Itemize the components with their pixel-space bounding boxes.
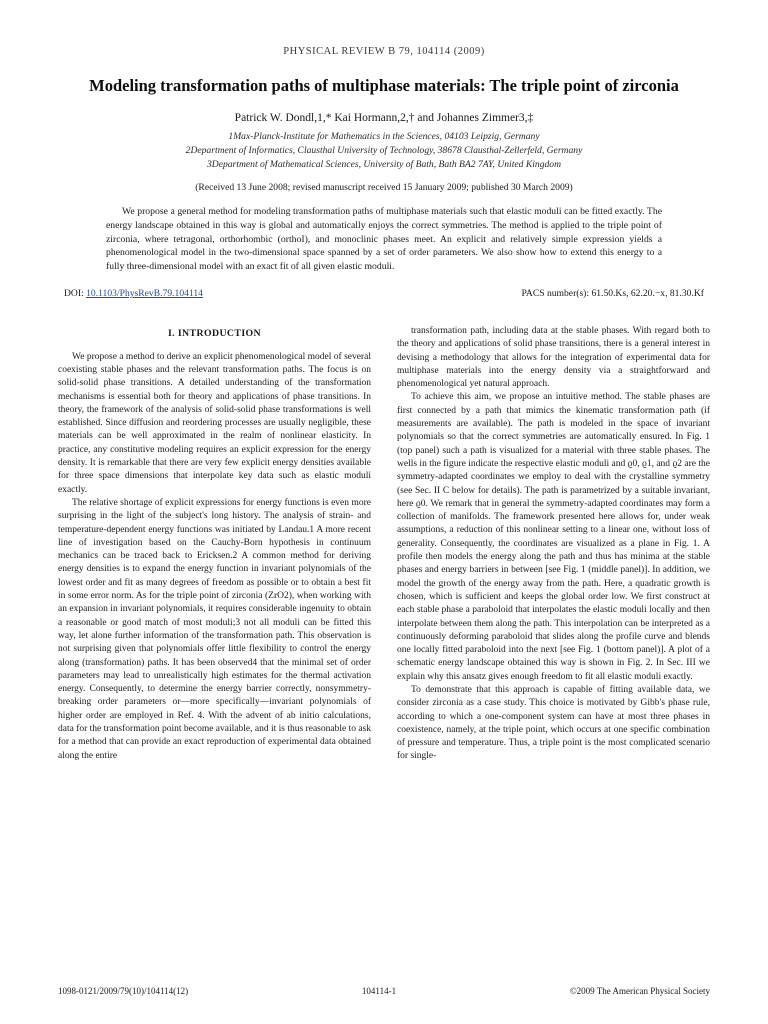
right-column	[397, 325, 710, 764]
pacs-numbers: PACS number(s): 61.50.Ks, 62.20.−x, 81.30.Kf	[521, 287, 704, 299]
paragraph: transformation path, including data at the stable phases. With regard both to the theory and applications of solid phase transitions, there is a general interest in devising a methodology that allows for the integration of experimental data for multiphase materials into the energy density via a straightforward and phenomenological yet natural approach.	[397, 325, 710, 390]
page-footer	[58, 986, 710, 996]
paper-content	[58, 46, 710, 764]
affiliation-2: 2Department of Informatics, Clausthal University of Technology, 38678 Clausthal-Zellerfeld, Germany	[185, 145, 583, 157]
body-columns	[58, 325, 710, 764]
left-column	[58, 325, 371, 764]
paragraph: We propose a method to derive an explicit phenomenological model of several coexisting stable phases and the relevant transformation paths. The focus is on solid-solid phase transitions. A detailed understanding of the transformation mechanisms is essential both for theory and applications of phase transitions. In theory, the framework of the analysis of solid-solid phase transformations is well established. Since diffusion and reordering processes are usually negligible, these materials can be well approximated in the realm of nonlinear elasticity. In practice, any constitutive modeling requires an explicit expression for the energy density. It is remarkable that there are very few explicit energy densities available for three space dimensions that interpolate key data such as elastic moduli exactly.	[58, 351, 371, 495]
journal-header: PHYSICAL REVIEW B 79, 104114 (2009)	[283, 46, 485, 57]
paragraph: To achieve this aim, we propose an intuitive method. The stable phases are first connected by a path that mimics the kinematic transformation path (if measurements are available). The path is modeled in the space of invariant polynomials so that the correct symmetries are automatically ensured. In Fig. 1 (top panel) such a path is visualized for a material with three stable phases. The wells in the figure indicate the respective elastic moduli and ϱ0, ϱ1, and ϱ2 are the symmetry-adapted coordinates we employ to deal with the crystalline symmetry (see Sec. II C below for details). The path is parametrized by a suitable invariant, here ϱ0. We remark that in general the symmetry-adapted coordinates may form a collection of manifolds. The framework presented here allows for, under weak assumptions, a reduction of this nonlinear setting to a linear one, without loss of generality. Consequently, the coordinates are visualized as a plane in Fig. 1. A profile then models the energy along the path and thus has minima at the stable phases and energy barriers in between [see Fig. 1 (middle panel)]. In addition, we model the growth of the energy away from the path. Here, a quadratic growth is chosen, which is sufficient and keeps the global order low. We first construct at each stable phase a paraboloid that interpolates the elastic moduli locally and then interpolate between them along the path. This interpolation can be interpreted as a continuously deforming paraboloid that slides along the profile curve and blends one locally fitted paraboloid into the next [see Fig. 1 (bottom panel)]. A plot of a schematic energy landscape obtained this way is shown in Fig. 2. In Sec. III we explain why this ansatz gives enough freedom to fit all elastic moduli exactly.	[397, 392, 710, 682]
paragraph: The relative shortage of explicit expressions for energy functions is even more surprising in the light of the subject's long history. The analysis of strain- and temperature-dependent energy functions was initiated by Landau.1 A more recent line of investigation based on the Cauchy-Born hypothesis in continuum mechanics can be traced back to Ericksen.2 A common method for deriving energy densities is to expand the energy function in invariant polynomials of the lowest order and fit as many degrees of freedom as possible or to obtain a best fit in some error norm. As for the triple point of zirconia (ZrO2), when working with an expansion in invariant polynomials, it requires considerable ingenuity to obtain a reasonable or good match of most moduli;3 not all moduli can be fitted this way, let alone further information of the transformation path. This observation is not surprising given that polynomials offer little flexibility to control the energy along (transformation) paths. It has been observed4 that the minimal set of order parameters may lead to unrealistically high estimates for the thermal activation energy. Consequently, to determine the energy barrier correctly, nonsymmetry-breaking order parameters or—more specifically—invariant polynomials of higher order are employed in Ref. 4. With the advent of ab initio calculations, data for the transformation point become available, and it is thus reasonable to ask for a method that can provide an exact reproduction of experimental data obtained along the entire	[58, 497, 371, 761]
doi-pacs-row	[64, 288, 704, 299]
doi-block	[64, 288, 203, 299]
footer-page-number: 104114-1	[361, 986, 397, 996]
received-dates: (Received 13 June 2008; revised manuscript received 15 January 2009; published 30 March 2009)	[195, 182, 573, 194]
abstract: We propose a general method for modeling transformation paths of multiphase materials such that elastic moduli can be fitted exactly. The energy landscape obtained in this way is global and automatically enjoys the correct symmetries. The method is applied to the triple point of zirconia, where tetragonal, orthorhombic (orthoI), and monoclinic phases meet. An explicit and relatively simple expression yields a phenomenological model in the two-dimensional space spanned by a set of order parameters. We also show how to extend this energy to a fully three-dimensional model with an exact fit of all given elastic moduli.	[106, 206, 662, 273]
affiliation-1: 1Max-Planck-Institute for Mathematics in the Sciences, 04103 Leipzig, Germany	[228, 131, 540, 143]
paragraph: To demonstrate that this approach is capable of fitting available data, we consider zirconia as a case study. This choice is motivated by Gibb's phase rule, according to which a one-component system can have at most three phases in coexistence, namely, at the triple point, which occurs at one specific combination of pressure and temperature. Thus, a triple point is the most complicated scenario for single-	[397, 685, 710, 762]
affiliation-3: 3Department of Mathematical Sciences, University of Bath, Bath BA2 7AY, United Kingdom	[206, 159, 562, 171]
footer-copyright: ©2009 The American Physical Society	[569, 986, 710, 996]
page-title: Modeling transformation paths of multiphase materials: The triple point of zirconia	[89, 76, 679, 95]
footer-issn: 1098-0121/2009/79(10)/104114(12)	[58, 986, 189, 996]
doi-label: DOI:	[64, 287, 84, 299]
author-list: Patrick W. Dondl,1,* Kai Hormann,2,† and Johannes Zimmer3,‡	[234, 112, 534, 125]
section-heading-introduction: I. INTRODUCTION	[167, 327, 262, 339]
doi-link[interactable]: 10.1103/PhysRevB.79.104114	[86, 287, 203, 299]
